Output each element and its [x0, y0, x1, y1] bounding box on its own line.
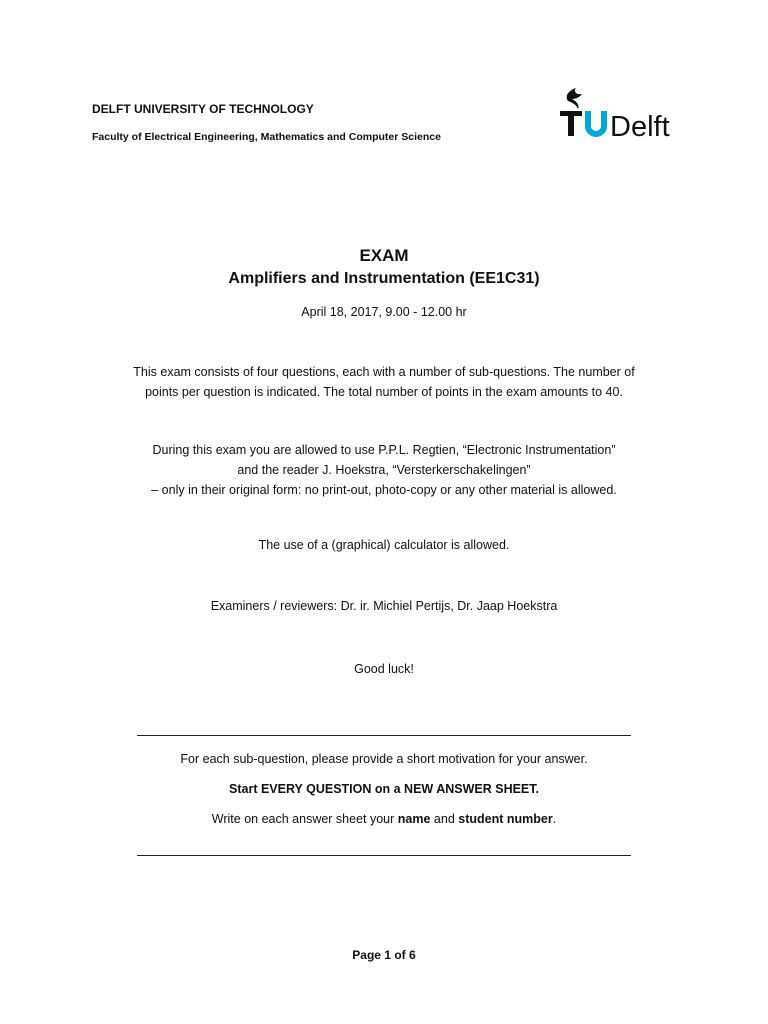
write-name: name: [397, 812, 431, 826]
page-current: 1: [384, 948, 391, 962]
write-suffix: .: [552, 812, 557, 826]
page-number: [0, 948, 768, 962]
intro-line-2: points per question is indicated. The total number of points in the exam amounts to 40.: [145, 385, 623, 399]
flame-icon: [558, 87, 698, 143]
write-prefix: Write on each answer sheet your: [211, 812, 398, 826]
divider-top: [137, 735, 631, 736]
allowed-line-1: During this exam you are allowed to use P.P.L. Regtien, “Electronic Instrumentation”: [152, 443, 616, 457]
allowed-line-3: – only in their original form: no print-out, photo-copy or any other material is allowed.: [151, 483, 617, 497]
faculty-name: Faculty of Electrical Engineering, Mathematics and Computer Science: [92, 131, 441, 143]
intro-paragraph: [0, 362, 768, 402]
start-question-note: Start EVERY QUESTION on a NEW ANSWER SHEET.: [229, 782, 539, 796]
write-note: [0, 809, 768, 829]
page-of: of: [391, 948, 409, 962]
allowed-materials: [0, 440, 768, 500]
divider-bottom: [137, 855, 631, 856]
logo-text: Delft: [610, 111, 670, 143]
course-title: Amplifiers and Instrumentation (EE1C31): [228, 270, 540, 287]
motivation-note: For each sub-question, please provide a short motivation for your answer.: [180, 752, 588, 766]
page-total: 6: [409, 948, 416, 962]
write-student-number: student number: [458, 812, 553, 826]
tudelft-logo: [558, 87, 698, 143]
exam-date: April 18, 2017, 9.00 - 12.00 hr: [301, 305, 467, 319]
good-luck: Good luck!: [354, 662, 414, 676]
university-name: DELFT UNIVERSITY OF TECHNOLOGY: [92, 102, 314, 116]
exam-heading: EXAM: [359, 246, 409, 265]
write-and: and: [430, 812, 459, 826]
allowed-line-2: and the reader J. Hoekstra, “Versterkerschakelingen”: [237, 463, 531, 477]
page-prefix: Page: [352, 948, 385, 962]
examiners: Examiners / reviewers: Dr. ir. Michiel Pertijs, Dr. Jaap Hoekstra: [210, 599, 558, 613]
intro-line-1: This exam consists of four questions, each with a number of sub-questions. The number of: [133, 365, 635, 379]
calculator-note: The use of a (graphical) calculator is allowed.: [258, 538, 510, 552]
